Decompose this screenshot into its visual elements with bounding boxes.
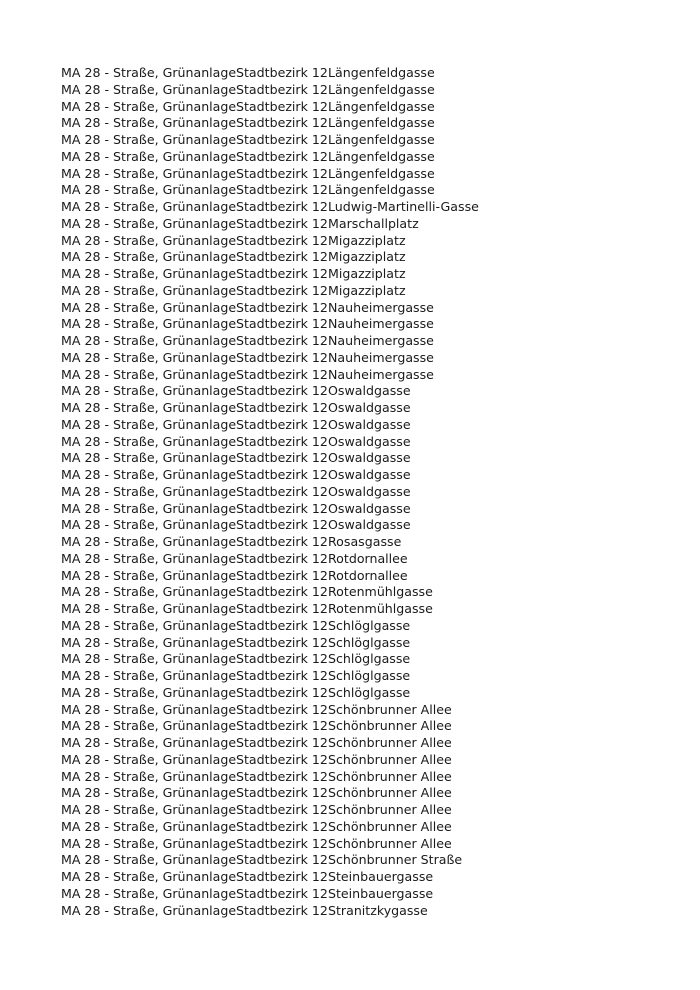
- street-cell: Längenfeldgasse: [328, 132, 435, 147]
- district-cell: Stadtbezirk 12: [236, 249, 328, 265]
- department-cell: MA 28 - Straße, Grünanlage: [61, 835, 237, 851]
- district-cell: Stadtbezirk 12: [236, 148, 328, 164]
- list-item: [61, 618, 661, 635]
- district-cell: Stadtbezirk 12: [236, 668, 328, 683]
- department-cell: MA 28 - Straße, Grünanlage: [61, 885, 237, 901]
- district-cell: Stadtbezirk 12: [236, 316, 328, 332]
- street-cell: Schönbrunner Allee: [328, 718, 452, 734]
- street-cell: Schönbrunner Allee: [328, 802, 452, 817]
- list-item: [61, 233, 661, 250]
- list-item: [61, 718, 661, 735]
- department-cell: MA 28 - Straße, Grünanlage: [61, 400, 237, 415]
- district-cell: Stadtbezirk 12: [236, 534, 328, 549]
- list-item: [61, 82, 661, 99]
- department-cell: MA 28 - Straße, Grünanlage: [61, 634, 237, 650]
- street-cell: Schönbrunner Allee: [328, 835, 452, 851]
- list-item: [61, 534, 661, 551]
- department-cell: MA 28 - Straße, Grünanlage: [61, 617, 237, 633]
- department-cell: MA 28 - Straße, Grünanlage: [61, 534, 237, 549]
- street-cell: Längenfeldgasse: [328, 182, 435, 198]
- list-item: [61, 266, 661, 283]
- district-cell: Stadtbezirk 12: [236, 165, 328, 181]
- list-item: [61, 300, 661, 317]
- department-cell: MA 28 - Straße, Grünanlage: [61, 668, 237, 683]
- department-cell: MA 28 - Straße, Grünanlage: [61, 735, 237, 750]
- district-cell: Stadtbezirk 12: [236, 282, 328, 298]
- street-cell: Schlöglgasse: [328, 617, 411, 633]
- district-cell: Stadtbezirk 12: [236, 885, 328, 901]
- department-cell: MA 28 - Straße, Grünanlage: [61, 785, 237, 801]
- district-cell: Stadtbezirk 12: [236, 601, 328, 616]
- list-item: [61, 501, 661, 518]
- district-cell: Stadtbezirk 12: [236, 349, 328, 365]
- street-cell: Schlöglgasse: [328, 684, 411, 700]
- list-item: [61, 434, 661, 451]
- list-item: [61, 886, 661, 903]
- list-item: [61, 65, 661, 82]
- department-cell: MA 28 - Straße, Grünanlage: [61, 165, 237, 181]
- district-cell: Stadtbezirk 12: [236, 467, 328, 482]
- department-cell: MA 28 - Straße, Grünanlage: [61, 199, 237, 214]
- list-item: [61, 785, 661, 802]
- district-cell: Stadtbezirk 12: [236, 818, 328, 834]
- department-cell: MA 28 - Straße, Grünanlage: [61, 299, 237, 315]
- street-cell: Schönbrunner Allee: [328, 735, 452, 750]
- list-item: [61, 316, 661, 333]
- department-cell: MA 28 - Straße, Grünanlage: [61, 701, 237, 717]
- district-cell: Stadtbezirk 12: [236, 333, 328, 348]
- list-item: [61, 383, 661, 400]
- department-cell: MA 28 - Straße, Grünanlage: [61, 232, 237, 248]
- department-cell: MA 28 - Straße, Grünanlage: [61, 182, 237, 198]
- street-cell: Längenfeldgasse: [328, 65, 435, 80]
- district-cell: Stadtbezirk 12: [236, 65, 328, 80]
- department-cell: MA 28 - Straße, Grünanlage: [61, 483, 237, 499]
- department-cell: MA 28 - Straße, Grünanlage: [61, 98, 237, 114]
- department-cell: MA 28 - Straße, Grünanlage: [61, 266, 237, 281]
- district-cell: Stadtbezirk 12: [236, 802, 328, 817]
- department-cell: MA 28 - Straße, Grünanlage: [61, 282, 237, 298]
- street-cell: Längenfeldgasse: [328, 148, 435, 164]
- district-cell: Stadtbezirk 12: [236, 416, 328, 432]
- district-cell: Stadtbezirk 12: [236, 483, 328, 499]
- department-cell: MA 28 - Straße, Grünanlage: [61, 366, 237, 382]
- district-cell: Stadtbezirk 12: [236, 651, 328, 667]
- street-cell: Schönbrunner Allee: [328, 701, 452, 717]
- district-cell: Stadtbezirk 12: [236, 617, 328, 633]
- list-item: [61, 400, 661, 417]
- list-item: [61, 551, 661, 568]
- street-cell: Schönbrunner Allee: [328, 751, 452, 767]
- street-cell: Rotdornallee: [328, 550, 408, 566]
- street-cell: Oswaldgasse: [328, 483, 411, 499]
- street-cell: Migazziplatz: [328, 249, 406, 265]
- street-cell: Marschallplatz: [328, 215, 419, 231]
- street-cell: Rotenmühlgasse: [328, 584, 433, 600]
- street-cell: Steinbauergasse: [328, 885, 434, 901]
- list-item: [61, 283, 661, 300]
- street-cell: Längenfeldgasse: [328, 115, 435, 131]
- list-item: [61, 484, 661, 501]
- department-cell: MA 28 - Straße, Grünanlage: [61, 148, 237, 164]
- list-item: [61, 249, 661, 266]
- list-item: [61, 584, 661, 601]
- list-item: [61, 651, 661, 668]
- department-cell: MA 28 - Straße, Grünanlage: [61, 869, 237, 884]
- department-cell: MA 28 - Straße, Grünanlage: [61, 517, 237, 533]
- list-item: [61, 216, 661, 233]
- district-cell: Stadtbezirk 12: [236, 584, 328, 600]
- department-cell: MA 28 - Straße, Grünanlage: [61, 751, 237, 767]
- district-cell: Stadtbezirk 12: [236, 718, 328, 734]
- street-cell: Schönbrunner Straße: [328, 852, 463, 868]
- district-cell: Stadtbezirk 12: [236, 232, 328, 248]
- department-cell: MA 28 - Straße, Grünanlage: [61, 132, 237, 147]
- street-cell: Migazziplatz: [328, 266, 406, 281]
- district-cell: Stadtbezirk 12: [236, 182, 328, 198]
- list-item: [61, 467, 661, 484]
- district-cell: Stadtbezirk 12: [236, 852, 328, 868]
- list-item: [61, 132, 661, 149]
- department-cell: MA 28 - Straße, Grünanlage: [61, 550, 237, 566]
- department-cell: MA 28 - Straße, Grünanlage: [61, 718, 237, 734]
- department-cell: MA 28 - Straße, Grünanlage: [61, 416, 237, 432]
- district-cell: Stadtbezirk 12: [236, 785, 328, 801]
- street-cell: Schlöglgasse: [328, 668, 411, 683]
- list-item: [61, 752, 661, 769]
- list-item: [61, 367, 661, 384]
- list-item: [61, 166, 661, 183]
- street-cell: Steinbauergasse: [328, 869, 434, 884]
- list-item: [61, 635, 661, 652]
- street-cell: Nauheimergasse: [328, 299, 434, 315]
- district-cell: Stadtbezirk 12: [236, 199, 328, 214]
- district-cell: Stadtbezirk 12: [236, 81, 328, 97]
- district-cell: Stadtbezirk 12: [236, 634, 328, 650]
- district-cell: Stadtbezirk 12: [236, 517, 328, 533]
- list-item: [61, 852, 661, 869]
- district-cell: Stadtbezirk 12: [236, 567, 328, 583]
- street-cell: Schönbrunner Allee: [328, 768, 452, 784]
- street-cell: Migazziplatz: [328, 282, 406, 298]
- list-item: [61, 417, 661, 434]
- district-cell: Stadtbezirk 12: [236, 735, 328, 750]
- district-cell: Stadtbezirk 12: [236, 400, 328, 415]
- department-cell: MA 28 - Straße, Grünanlage: [61, 249, 237, 265]
- department-cell: MA 28 - Straße, Grünanlage: [61, 450, 237, 466]
- street-cell: Schlöglgasse: [328, 634, 411, 650]
- department-cell: MA 28 - Straße, Grünanlage: [61, 601, 237, 616]
- street-cell: Nauheimergasse: [328, 366, 434, 382]
- department-cell: MA 28 - Straße, Grünanlage: [61, 65, 237, 80]
- district-cell: Stadtbezirk 12: [236, 835, 328, 851]
- street-cell: Nauheimergasse: [328, 316, 434, 332]
- department-cell: MA 28 - Straße, Grünanlage: [61, 467, 237, 482]
- list-item: [61, 115, 661, 132]
- street-cell: Schönbrunner Allee: [328, 785, 452, 801]
- list-item: [61, 99, 661, 116]
- district-cell: Stadtbezirk 12: [236, 98, 328, 114]
- district-cell: Stadtbezirk 12: [236, 768, 328, 784]
- department-cell: MA 28 - Straße, Grünanlage: [61, 902, 237, 918]
- street-cell: Ludwig-Martinelli-Gasse: [328, 199, 479, 214]
- department-cell: MA 28 - Straße, Grünanlage: [61, 349, 237, 365]
- street-cell: Rosasgasse: [328, 534, 402, 549]
- list-item: [61, 601, 661, 618]
- list-item: [61, 802, 661, 819]
- list-item: [61, 836, 661, 853]
- department-cell: MA 28 - Straße, Grünanlage: [61, 433, 237, 449]
- street-cell: Schönbrunner Allee: [328, 818, 452, 834]
- street-cell: Schlöglgasse: [328, 651, 411, 667]
- list-item: [61, 350, 661, 367]
- department-cell: MA 28 - Straße, Grünanlage: [61, 852, 237, 868]
- list-item: [61, 517, 661, 534]
- list-item: [61, 333, 661, 350]
- street-cell: Oswaldgasse: [328, 500, 411, 516]
- list-item: [61, 903, 661, 920]
- district-cell: Stadtbezirk 12: [236, 869, 328, 884]
- department-cell: MA 28 - Straße, Grünanlage: [61, 500, 237, 516]
- street-cell: Oswaldgasse: [328, 450, 411, 466]
- record-list: [61, 65, 661, 919]
- district-cell: Stadtbezirk 12: [236, 684, 328, 700]
- department-cell: MA 28 - Straße, Grünanlage: [61, 768, 237, 784]
- list-item: [61, 668, 661, 685]
- street-cell: Rotenmühlgasse: [328, 601, 433, 616]
- department-cell: MA 28 - Straße, Grünanlage: [61, 81, 237, 97]
- department-cell: MA 28 - Straße, Grünanlage: [61, 651, 237, 667]
- list-item: [61, 182, 661, 199]
- department-cell: MA 28 - Straße, Grünanlage: [61, 115, 237, 131]
- department-cell: MA 28 - Straße, Grünanlage: [61, 333, 237, 348]
- list-item: [61, 685, 661, 702]
- street-cell: Oswaldgasse: [328, 517, 411, 533]
- street-cell: Längenfeldgasse: [328, 165, 435, 181]
- street-cell: Längenfeldgasse: [328, 98, 435, 114]
- district-cell: Stadtbezirk 12: [236, 115, 328, 131]
- list-item: [61, 149, 661, 166]
- district-cell: Stadtbezirk 12: [236, 215, 328, 231]
- department-cell: MA 28 - Straße, Grünanlage: [61, 567, 237, 583]
- street-cell: Rotdornallee: [328, 567, 408, 583]
- department-cell: MA 28 - Straße, Grünanlage: [61, 802, 237, 817]
- list-item: [61, 568, 661, 585]
- district-cell: Stadtbezirk 12: [236, 132, 328, 147]
- list-item: [61, 769, 661, 786]
- street-cell: Migazziplatz: [328, 232, 406, 248]
- district-cell: Stadtbezirk 12: [236, 266, 328, 281]
- district-cell: Stadtbezirk 12: [236, 383, 328, 399]
- street-cell: Längenfeldgasse: [328, 81, 435, 97]
- list-item: [61, 702, 661, 719]
- district-cell: Stadtbezirk 12: [236, 366, 328, 382]
- street-cell: Nauheimergasse: [328, 349, 434, 365]
- street-cell: Oswaldgasse: [328, 400, 411, 415]
- list-item: [61, 735, 661, 752]
- list-item: [61, 869, 661, 886]
- list-item: [61, 199, 661, 216]
- district-cell: Stadtbezirk 12: [236, 500, 328, 516]
- street-cell: Oswaldgasse: [328, 416, 411, 432]
- street-cell: Stranitzkygasse: [328, 902, 428, 918]
- department-cell: MA 28 - Straße, Grünanlage: [61, 818, 237, 834]
- district-cell: Stadtbezirk 12: [236, 450, 328, 466]
- district-cell: Stadtbezirk 12: [236, 902, 328, 918]
- department-cell: MA 28 - Straße, Grünanlage: [61, 316, 237, 332]
- district-cell: Stadtbezirk 12: [236, 299, 328, 315]
- department-cell: MA 28 - Straße, Grünanlage: [61, 584, 237, 600]
- street-cell: Oswaldgasse: [328, 383, 411, 399]
- street-cell: Nauheimergasse: [328, 333, 434, 348]
- district-cell: Stadtbezirk 12: [236, 433, 328, 449]
- street-cell: Oswaldgasse: [328, 433, 411, 449]
- district-cell: Stadtbezirk 12: [236, 701, 328, 717]
- district-cell: Stadtbezirk 12: [236, 751, 328, 767]
- list-item: [61, 819, 661, 836]
- department-cell: MA 28 - Straße, Grünanlage: [61, 383, 237, 399]
- department-cell: MA 28 - Straße, Grünanlage: [61, 215, 237, 231]
- list-item: [61, 450, 661, 467]
- department-cell: MA 28 - Straße, Grünanlage: [61, 684, 237, 700]
- street-cell: Oswaldgasse: [328, 467, 411, 482]
- district-cell: Stadtbezirk 12: [236, 550, 328, 566]
